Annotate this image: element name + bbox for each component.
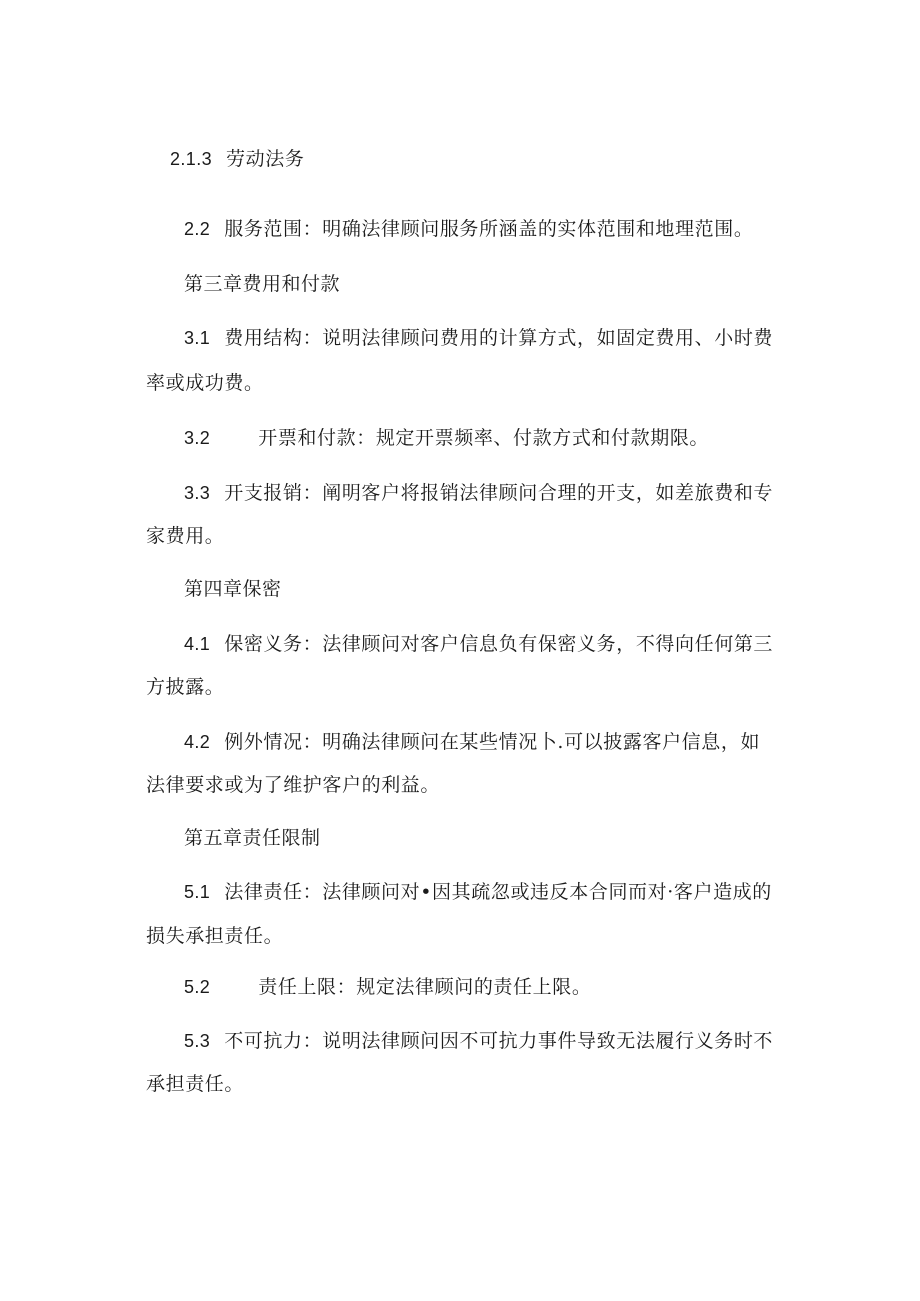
section-5-1-line-2: 损失承担责任。 (146, 925, 284, 947)
section-3-1-line-2: 率或成功费。 (146, 372, 264, 394)
chapter-5-title: 第五章责任限制 (184, 827, 321, 849)
section-3-1-line-1 (146, 325, 806, 351)
section-text: 费用结构：说明法律顾问费用的计算方式，如固定费用、小时费 (224, 327, 774, 349)
section-text: 开支报销：阐明客户将报销法律顾问合理的开支，如差旅费和专 (224, 482, 774, 504)
section-4-1-line-2: 方披露。 (146, 676, 225, 698)
chapter-3-title: 第三章费用和付款 (184, 273, 341, 295)
section-number: 3.3 (184, 483, 211, 503)
section-2-2 (146, 216, 806, 242)
section-text: 保密义务：法律顾问对客户信息负有保密义务，不得向任何第三 (224, 633, 774, 655)
section-number: 5.2 (184, 977, 211, 997)
section-text: 劳动法务 (226, 148, 305, 170)
section-number: 3.2 (184, 428, 211, 448)
section-4-1-line-1 (146, 631, 806, 657)
section-text: 开票和付款：规定开票频率、付款方式和付款期限。 (258, 427, 710, 449)
section-4-2-line-2: 法律要求或为了维护客户的利益。 (146, 774, 441, 796)
section-3-2 (146, 425, 806, 451)
section-number: 2.1.3 (170, 149, 213, 169)
section-number: 4.2 (184, 732, 211, 752)
section-3-3-line-1 (146, 480, 806, 506)
section-number: 3.1 (184, 328, 211, 348)
section-text: 法律责任：法律顾问对•因其疏忽或违反本合同而对·客户造成的 (224, 881, 772, 903)
section-2-1-3 (146, 146, 806, 172)
section-5-3-line-1 (146, 1028, 806, 1054)
section-number: 5.3 (184, 1031, 211, 1051)
section-3-3-line-2: 家费用。 (146, 525, 225, 547)
section-text: 例外情况：明确法律顾问在某些情况卜.可以披露客户信息，如 (224, 731, 761, 753)
section-5-3-line-2: 承担责任。 (146, 1073, 245, 1095)
section-text: 服务范围：明确法律顾问服务所涵盖的实体范围和地理范围。 (224, 218, 754, 240)
section-number: 2.2 (184, 219, 211, 239)
section-5-2 (146, 974, 806, 1000)
section-number: 5.1 (184, 882, 211, 902)
section-5-1-line-1 (146, 879, 806, 905)
section-text: 责任上限：规定法律顾问的责任上限。 (258, 976, 592, 998)
section-4-2-line-1 (146, 729, 806, 755)
section-text: 不可抗力：说明法律顾问因不可抗力事件导致无法履行义务时不 (224, 1030, 774, 1052)
section-number: 4.1 (184, 634, 211, 654)
chapter-4-title: 第四章保密 (184, 578, 282, 600)
